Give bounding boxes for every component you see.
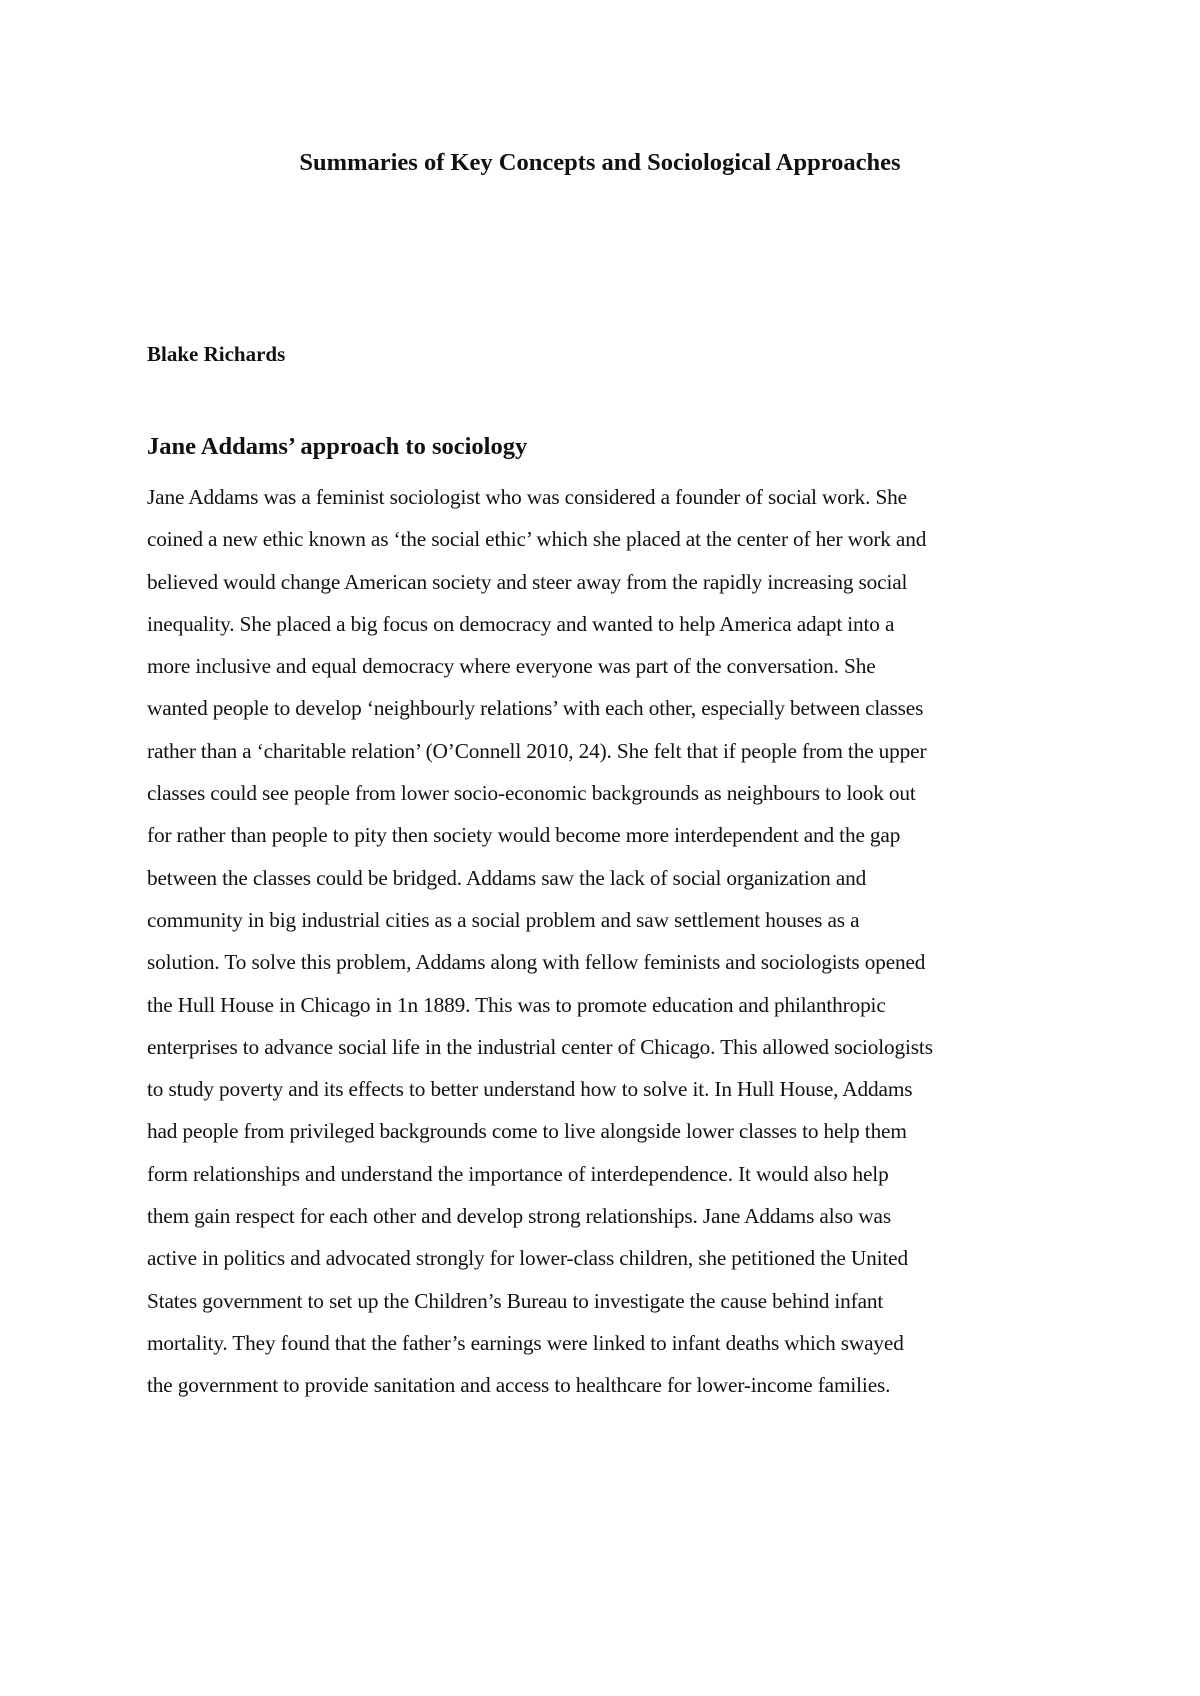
body-line: had people from privileged backgrounds come to live alongside lower classes to help them [147,1119,907,1144]
body-line: wanted people to develop ‘neighbourly relations’ with each other, especially between classes [147,696,924,721]
body-line: more inclusive and equal democracy where everyone was part of the conversation. She [147,654,876,679]
body-line: rather than a ‘charitable relation’ (O’Connell 2010, 24). She felt that if people from the upper [147,738,927,763]
body-line: believed would change American society and steer away from the rapidly increasing social [147,569,908,594]
section-body [147,476,1067,1407]
body-line: Jane Addams was a feminist sociologist who was considered a founder of social work. She [147,485,907,509]
body-line: active in politics and advocated strongly for lower-class children, she petitioned the United [147,1246,908,1271]
document-title: Summaries of Key Concepts and Sociological Approaches [299,149,901,176]
body-line: solution. To solve this problem, Addams along with fellow feminists and sociologists opened [147,950,926,975]
body-line: between the classes could be bridged. Addams saw the lack of social organization and [147,865,867,890]
body-line: the government to provide sanitation and access to healthcare for lower-income families. [147,1373,891,1398]
body-line: mortality. They found that the father’s earnings were linked to infant deaths which swayed [147,1330,904,1355]
body-line: them gain respect for each other and develop strong relationships. Jane Addams also was [147,1204,891,1229]
section-heading: Jane Addams’ approach to sociology [147,433,528,460]
body-line: form relationships and understand the importance of interdependence. It would also help [147,1161,889,1186]
author-name: Blake Richards [147,342,286,366]
body-line: enterprises to advance social life in the industrial center of Chicago. This allowed sociologists [147,1034,933,1059]
body-line: to study poverty and its effects to better understand how to solve it. In Hull House, Addams [147,1077,913,1102]
body-line: classes could see people from lower socio-economic backgrounds as neighbours to look out [147,781,916,806]
body-line: States government to set up the Children’s Bureau to investigate the cause behind infant [147,1288,884,1313]
body-line: coined a new ethic known as ‘the social ethic’ which she placed at the center of her work and [147,527,927,552]
body-line: the Hull House in Chicago in 1n 1889. This was to promote education and philanthropic [147,992,886,1017]
body-line: community in big industrial cities as a social problem and saw settlement houses as a [147,907,860,932]
body-line: for rather than people to pity then society would become more interdependent and the gap [147,823,901,848]
body-line: inequality. She placed a big focus on democracy and wanted to help America adapt into a [147,611,895,636]
